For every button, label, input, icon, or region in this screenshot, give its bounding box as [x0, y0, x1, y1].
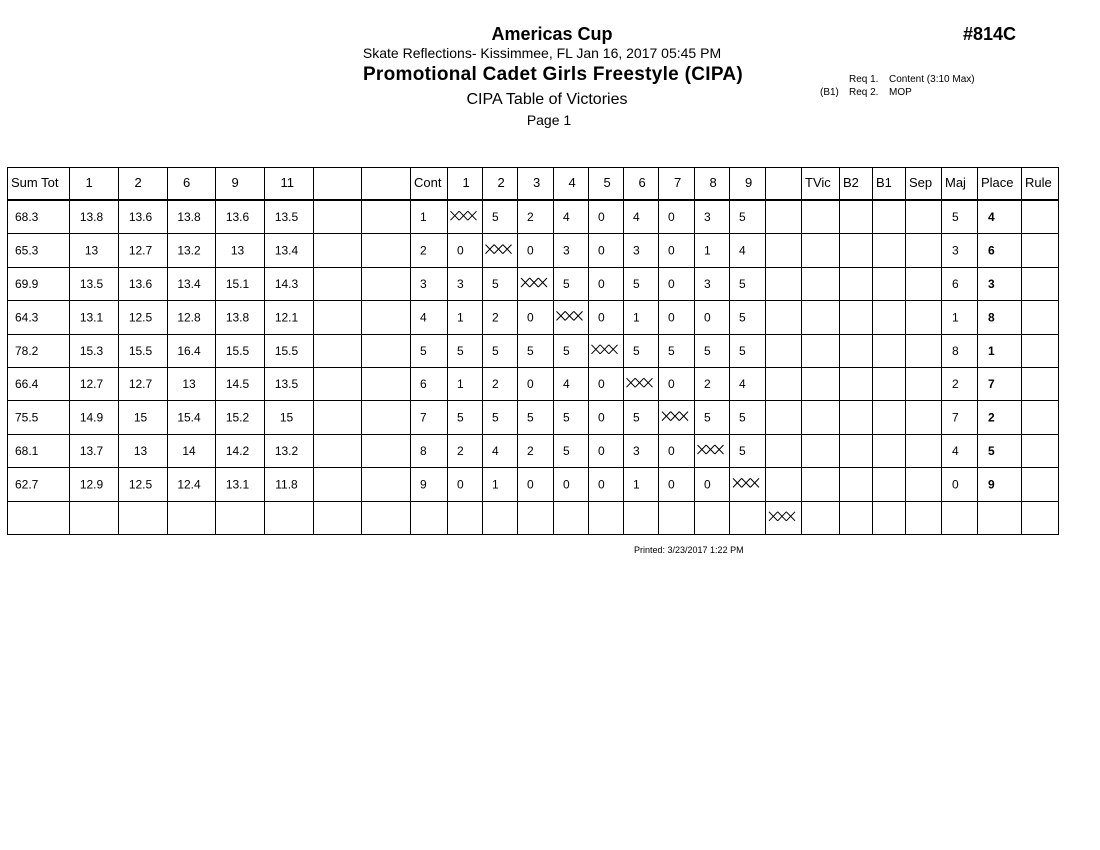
table-row [15, 344, 995, 358]
table-row [15, 444, 995, 458]
victory-cell: 0 [598, 310, 605, 325]
victory-cell: 0 [668, 277, 675, 291]
judge-score-cell: 12.1 [274, 310, 299, 325]
victory-cell: 0 [668, 444, 675, 458]
victory-cell: 0 [704, 477, 711, 492]
table-subtitle: CIPA Table of Victories [466, 91, 628, 108]
victory-cell: 0 [527, 377, 534, 392]
victory-cell: 0 [598, 410, 605, 425]
cross-mark [698, 445, 724, 454]
sum-total-cell: 78.2 [15, 343, 39, 358]
majority-cell: 8 [952, 343, 959, 358]
victory-cell: 3 [563, 243, 570, 258]
judge-score-cell: 13.6 [225, 210, 250, 225]
judge-score-cell: 14.2 [225, 444, 250, 458]
victory-cell: 4 [563, 210, 570, 225]
victory-cell: 0 [527, 243, 534, 258]
judge-score-cell: 12.9 [79, 477, 104, 492]
judge-score-cell: 13.2 [274, 444, 299, 458]
judge-score-cell: 16.4 [177, 343, 201, 358]
judge-score-cell: 13.2 [177, 243, 201, 258]
judge-score-cell: 13 [230, 243, 245, 258]
contestant-cell: 7 [420, 410, 427, 425]
victory-cell: 5 [492, 277, 499, 291]
victory-cell: 0 [668, 210, 675, 225]
victory-cell: 5 [527, 343, 534, 358]
column-header: 2 [497, 175, 505, 190]
competition-title: Promotional Cadet Girls Freestyle (CIPA) [362, 64, 744, 85]
column-header: Sep [909, 175, 933, 190]
victory-cell: 0 [598, 277, 605, 291]
judge-score-cell: 14.5 [225, 377, 250, 392]
judge-score-cell: 12.5 [128, 310, 153, 325]
judge-score-cell: 13.8 [79, 210, 104, 225]
victory-cell: 3 [704, 277, 711, 291]
judge-score-cell: 14.3 [274, 277, 299, 291]
column-header: Place [981, 175, 1014, 190]
judge-score-cell: 13.6 [128, 277, 153, 291]
victory-cell: 3 [457, 277, 464, 291]
contestant-cell: 3 [420, 277, 427, 291]
column-header: 1 [85, 175, 93, 190]
cross-mark [521, 278, 547, 287]
victory-cell: 5 [633, 277, 640, 291]
victory-cell: 5 [739, 343, 746, 358]
requirement-2-flag: (B1) [820, 87, 839, 98]
event-number: #814C [963, 24, 1017, 44]
victory-cell: 5 [492, 343, 499, 358]
judge-score-cell: 13.5 [274, 377, 299, 392]
judge-score-cell: 14.9 [79, 410, 104, 425]
victory-cell: 0 [457, 243, 464, 258]
judge-score-cell: 15 [133, 410, 148, 425]
column-header: 11 [280, 175, 294, 190]
judge-score-cell: 14 [182, 444, 196, 458]
judge-score-cell: 12.4 [177, 477, 201, 492]
judge-score-cell: 11.8 [275, 477, 298, 492]
victory-cell: 1 [633, 310, 640, 325]
victory-cell: 1 [492, 477, 499, 492]
judge-score-cell: 13 [84, 243, 99, 258]
victory-cell: 2 [492, 377, 499, 392]
sum-total-cell: 68.3 [15, 210, 39, 225]
sum-total-cell: 75.5 [15, 410, 39, 425]
cross-mark [733, 478, 759, 487]
victory-cell: 5 [563, 277, 570, 291]
event-title: Americas Cup [491, 24, 613, 44]
victory-cell: 4 [633, 210, 640, 225]
victory-cell: 4 [739, 243, 746, 258]
column-header: Cont [414, 175, 442, 190]
column-header: 1 [462, 175, 470, 190]
table-row [769, 512, 795, 521]
table-row [15, 477, 995, 491]
judge-score-cell: 12.5 [128, 477, 153, 492]
victory-cell: 4 [739, 377, 746, 392]
judge-score-cell: 15.2 [225, 410, 250, 425]
victory-cell: 5 [563, 444, 570, 458]
victory-cell: 5 [704, 410, 711, 425]
judge-score-cell: 12.8 [177, 310, 201, 325]
sum-total-cell: 65.3 [15, 243, 39, 258]
column-header: Rule [1025, 175, 1052, 190]
table-row [15, 210, 995, 224]
place-cell: 3 [988, 277, 995, 291]
victory-cell: 0 [527, 477, 534, 492]
victory-cell: 2 [704, 377, 711, 392]
victory-cell: 5 [563, 343, 570, 358]
table-row [15, 277, 995, 291]
column-header: Maj [945, 175, 966, 190]
place-cell: 6 [988, 243, 995, 258]
place-cell: 1 [988, 343, 995, 358]
victory-cell: 0 [598, 377, 605, 392]
victory-cell: 0 [704, 310, 711, 325]
table-row [15, 310, 995, 324]
column-header: B1 [876, 175, 892, 190]
page-label: Page 1 [526, 112, 572, 128]
judge-score-cell: 13.1 [79, 310, 104, 325]
column-header: 9 [231, 175, 239, 190]
judge-score-cell: 12.7 [128, 243, 153, 258]
requirement-2-label: Req 2. [849, 87, 879, 98]
victory-cell: 5 [739, 277, 746, 291]
judge-score-cell: 12.7 [79, 377, 104, 392]
requirement-2-text: MOP [889, 87, 912, 98]
majority-cell: 1 [952, 310, 959, 325]
victory-cell: 5 [704, 343, 711, 358]
column-header: Sum Tot [11, 175, 59, 190]
victory-cell: 5 [739, 444, 746, 458]
victory-cell: 4 [492, 444, 499, 458]
majority-cell: 2 [952, 377, 959, 392]
majority-cell: 6 [952, 277, 959, 291]
judge-score-cell: 15.3 [79, 343, 104, 358]
cross-mark [557, 311, 583, 320]
column-header: 2 [134, 175, 142, 190]
judge-score-cell: 13.7 [79, 444, 104, 458]
column-header: 6 [638, 175, 646, 190]
majority-cell: 5 [952, 210, 959, 225]
table-row [15, 411, 995, 425]
cross-mark [451, 211, 477, 220]
judge-score-cell: 15.1 [225, 277, 250, 291]
column-header: 8 [709, 175, 717, 190]
place-cell: 8 [988, 310, 995, 325]
victory-cell: 2 [527, 444, 534, 458]
place-cell: 4 [988, 210, 995, 225]
victory-cell: 4 [563, 377, 570, 392]
judge-score-cell: 15 [279, 410, 294, 425]
victory-cell: 5 [492, 410, 499, 425]
victory-cell: 0 [668, 377, 675, 392]
column-header: 3 [533, 175, 541, 190]
cross-mark [769, 512, 795, 521]
victory-cell: 1 [457, 310, 464, 325]
sum-total-cell: 69.9 [15, 277, 39, 291]
victory-cell: 2 [527, 210, 534, 225]
majority-cell: 0 [952, 477, 959, 492]
place-cell: 7 [988, 377, 995, 392]
contestant-cell: 8 [420, 444, 427, 458]
victory-cell: 0 [457, 477, 464, 492]
victory-cell: 5 [457, 343, 464, 358]
majority-cell: 3 [952, 243, 959, 258]
judge-score-cell: 15.5 [225, 343, 250, 358]
victory-cell: 1 [704, 243, 711, 258]
victory-cell: 3 [704, 210, 711, 225]
victory-cell: 0 [598, 243, 605, 258]
column-header: TVic [805, 175, 831, 190]
requirement-1-text: Content (3:10 Max) [889, 74, 975, 85]
column-header: 9 [745, 175, 753, 190]
victory-cell: 0 [598, 444, 605, 458]
contestant-cell: 9 [420, 477, 427, 492]
judge-score-cell: 13.4 [177, 277, 201, 291]
victory-cell: 5 [739, 410, 746, 425]
judge-score-cell: 13 [133, 444, 148, 458]
cross-mark [627, 378, 653, 387]
contestant-cell: 6 [420, 377, 427, 392]
column-header: 6 [183, 175, 191, 190]
contestant-cell: 5 [420, 343, 427, 358]
sum-total-cell: 64.3 [15, 310, 39, 325]
sum-total-cell: 66.4 [15, 377, 39, 392]
contestant-cell: 2 [420, 243, 427, 258]
victory-cell: 0 [668, 310, 675, 325]
place-cell: 9 [988, 477, 995, 492]
judge-score-cell: 13.8 [177, 210, 201, 225]
victory-cell: 5 [527, 410, 534, 425]
victory-cell: 0 [527, 310, 534, 325]
victory-cell: 5 [563, 410, 570, 425]
cross-mark [592, 345, 618, 354]
victory-cell: 3 [633, 444, 640, 458]
judge-score-cell: 15.5 [128, 343, 153, 358]
place-cell: 2 [988, 410, 995, 425]
victory-cell: 1 [457, 377, 464, 392]
column-header: B2 [843, 175, 859, 190]
contestant-cell: 1 [420, 210, 427, 225]
judge-score-cell: 12.7 [128, 377, 153, 392]
victory-cell: 5 [492, 210, 499, 225]
column-header: 4 [568, 175, 576, 190]
victory-cell: 2 [492, 310, 499, 325]
victory-cell: 0 [668, 477, 675, 492]
victory-cell: 5 [633, 410, 640, 425]
cross-mark [486, 245, 512, 254]
sum-total-cell: 62.7 [15, 477, 39, 492]
victory-cell: 2 [457, 444, 464, 458]
printed-timestamp: Printed: 3/23/2017 1:22 PM [634, 545, 744, 555]
victory-cell: 5 [739, 310, 746, 325]
table-row [15, 377, 995, 391]
judge-score-cell: 15.4 [177, 410, 201, 425]
contestant-cell: 4 [420, 310, 427, 325]
judge-score-cell: 13.6 [128, 210, 153, 225]
column-header: 7 [674, 175, 682, 190]
victory-cell: 1 [633, 477, 640, 492]
victory-cell: 0 [563, 477, 570, 492]
column-header: 5 [603, 175, 611, 190]
victory-cell: 0 [668, 243, 675, 258]
victory-cell: 0 [598, 210, 605, 225]
victory-cell: 0 [598, 477, 605, 492]
cross-mark [662, 412, 688, 421]
judge-score-cell: 13.8 [225, 310, 250, 325]
event-location: Skate Reflections- Kissimmee, FL Jan 16, 2017 05:45 PM [362, 45, 722, 61]
requirement-1-label: Req 1. [849, 74, 879, 85]
judge-score-cell: 13.5 [274, 210, 299, 225]
sum-total-cell: 68.1 [15, 444, 39, 458]
victory-cell: 3 [633, 243, 640, 258]
victory-cell: 5 [633, 343, 640, 358]
judge-score-cell: 13 [182, 377, 196, 392]
table-row [15, 244, 995, 258]
judge-score-cell: 13.4 [274, 243, 299, 258]
place-cell: 5 [988, 444, 995, 458]
judge-score-cell: 13.1 [225, 477, 250, 492]
majority-cell: 4 [952, 444, 959, 458]
victory-cell: 5 [457, 410, 464, 425]
judge-score-cell: 13.5 [79, 277, 104, 291]
victory-cell: 5 [668, 343, 675, 358]
victory-cell: 5 [739, 210, 746, 225]
judge-score-cell: 15.5 [274, 343, 299, 358]
majority-cell: 7 [952, 410, 959, 425]
